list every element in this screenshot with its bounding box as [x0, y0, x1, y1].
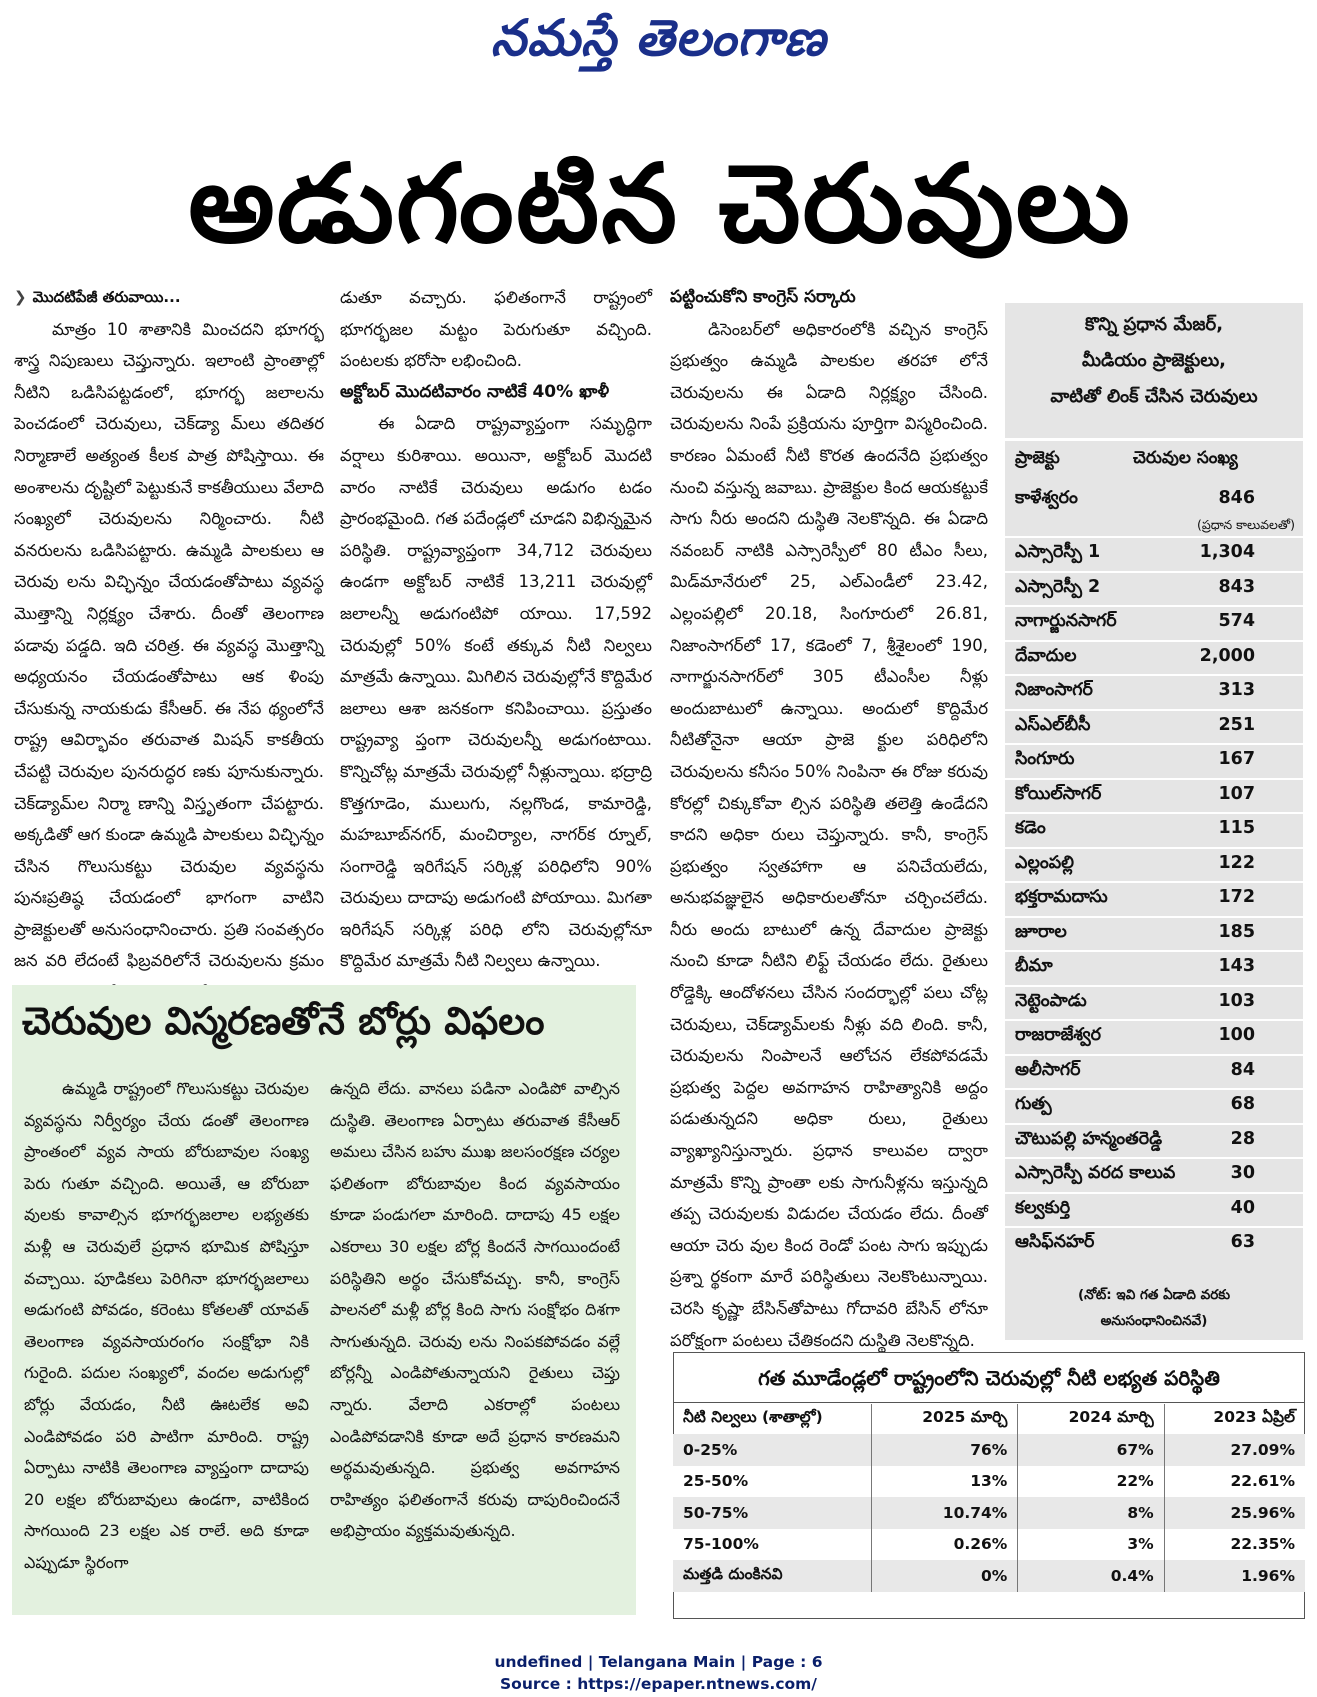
- projects-table-row: [1005, 986, 1303, 1021]
- project-name: నాగార్జునసాగర్: [1015, 611, 1117, 631]
- tank-count: 68: [1230, 1094, 1255, 1114]
- project-name: బీమా: [1015, 956, 1053, 976]
- tank-count: 2,000: [1199, 645, 1255, 666]
- projects-table-row: [1005, 779, 1303, 814]
- projects-table-row: [1005, 848, 1303, 883]
- table-cell: 67%: [1018, 1434, 1164, 1466]
- tank-count: 122: [1218, 852, 1255, 873]
- project-name: సింగూరు: [1015, 749, 1075, 769]
- projects-table-row: [1005, 1158, 1303, 1193]
- column-header: 2024 మార్చి: [1018, 1404, 1164, 1434]
- masthead-logo: నమస్తే తెలంగాణ: [490, 8, 827, 67]
- projects-table-row: [1005, 572, 1303, 607]
- tank-count: 846: [1218, 488, 1255, 508]
- column-header: 2025 మార్చి: [872, 1404, 1018, 1434]
- projects-table-row: [1005, 641, 1303, 676]
- table-cell: 22.35%: [1164, 1529, 1305, 1561]
- project-name: ఎస్సారెస్పీ వరద కాలువ: [1015, 1163, 1176, 1183]
- divider: [673, 1402, 1305, 1403]
- chevron-right-icon: ❯: [14, 288, 27, 306]
- table-cell: 22.61%: [1164, 1466, 1305, 1498]
- project-subnote: (ప్రధాన కాలువలతో): [1197, 517, 1295, 532]
- sidebar-story-column-1: [24, 1073, 309, 1579]
- column-header: నీటి నిల్వలు (శాతాల్లో): [683, 1408, 823, 1426]
- project-name: ఎస్సారెస్పీ 2: [1015, 576, 1101, 597]
- projects-table-title-line: వాటితో లింక్ చేసిన చెరువులు: [1050, 386, 1258, 407]
- note-line: అనుసంధానించినవే): [1100, 1313, 1208, 1329]
- table-row: [673, 1497, 1305, 1529]
- table-cell: 75-100%: [673, 1529, 872, 1561]
- article-text: మాత్రం 10 శాతానికి మించదని భూగర్భ శాస్త్ర నిపుణులు చెప్తున్నారు. ఇలాంటి ప్రాంతాల్లో నీటిని ఒడిసిపట్టడంలో, భూగర్భ జలాలను పెంచడంలో చెరువులు, చెక్‌డ్యా మ్‌లు తదితర నిర్మాణాలే అత్యంత కీలక పాత్ర పోషిస్తాయి. ఈ అంశాలను దృష్టిలో పెట్టుకునే కాకతీయులు వేలాది సంఖ్యలో చెరువులను నిర్మించారు. నీటి వనరులను ఒడిసిపట్టారు. ఉమ్మడి పాలకులు ఆ చెరువు లను విచ్ఛిన్నం చేయడంతోపాటు వ్యవస్థ మొత్తాన్ని నిర్లక్ష్యం చేశారు. దీంతో తెలంగాణ పడావు పడ్డది. ఇది చరిత్ర. ఈ వ్యవస్థ మొత్తాన్ని అధ్యయనం చేయడంతోపాటు ఆక ళింపు చేసుకున్న నాయకుడు కేసీఆర్. ఈ నేప థ్యంలోనే రాష్ట్ర ఆవిర్భావం తరువాత మిషన్ కాకతీయ చేపట్టి చెరువుల పునరుద్ధర ణకు పూనుకున్నారు. చెక్‌డ్యామ్‌ల నిర్మా ణాన్ని విస్తృతంగా చేపట్టారు. అక్కడితో ఆగ కుండా ఉమ్మడి పాలకులు విచ్ఛిన్నం చేసిన గొలుసుకట్టు చెరువుల వ్యవస్థను పునఃప్రతిష్ఠ చేయడంలో భాగంగా వాటిని ప్రాజెక్టులతో అనుసంధానించారు. ప్రతి సంవత్సరం జన వరి లేదంటే ఫిబ్రవరిలోనే చెరువులను క్రమం: [14, 319, 324, 971]
- article-text: ఉమ్మడి రాష్ట్రంలో గొలుసుకట్టు చెరువుల వ్యవస్థను నిర్వీర్యం చేయ డంతో తెలంగాణ ప్రాంతంలో వ్యవ సాయ బోరుబావుల సంఖ్య పెరు గుతూ వచ్చింది. అయితే, ఆ బోరుబా వులకు కావాల్సిన భూగర్భజలాల లభ్యతకు మళ్లీ ఆ చెరువులే ప్రధాన భూమిక పోషిస్తూ వచ్చాయి. పూడికలు పెరిగినా భూగర్భజలాలు అడుగంటి పోవడం, కరెంటు కోతలతో యావత్ తెలంగాణ వ్యవసాయరంగం సంక్షోభా నికి గురైంది. పదుల సంఖ్యలో, వందల అడుగుల్లో బోర్లు వేయడం, నీటి ఊటలేక అవి ఎండిపోవడం పరి పాటిగా మారింది. రాష్ట్ర ఏర్పాటు నాటికి తెలంగాణ వ్యాప్తంగా దాదాపు 20 లక్షల బోరుబావులు ఉండగా, వాటికింద సాగయింది 23 లక్షల ఎక రాలే. అది కూడా ఎప్పుడూ స్థిరంగా: [24, 1079, 309, 1572]
- project-name: ఆసిఫ్‌నహర్: [1015, 1232, 1095, 1252]
- table-cell: 0.4%: [1018, 1560, 1164, 1592]
- project-name: చౌటుపల్లి హన్మంతరెడ్డి: [1015, 1128, 1163, 1149]
- article-column-2: [340, 282, 652, 977]
- note-line: (నోట్: ఇవి గత ఏడాది వరకు: [1078, 1287, 1230, 1303]
- projects-table-row: [1005, 1055, 1303, 1090]
- tank-count: 574: [1218, 611, 1255, 631]
- projects-table-row: [1005, 483, 1303, 532]
- table-cell: 0%: [872, 1560, 1018, 1592]
- project-name: రాజరాజేశ్వర: [1015, 1025, 1101, 1045]
- column-header-count: చెరువుల సంఖ్య: [1133, 448, 1238, 468]
- main-headline: అడుగంటిన చెరువులు: [188, 142, 1132, 267]
- projects-table-row: [1005, 1227, 1303, 1262]
- table-cell: 50-75%: [673, 1497, 872, 1529]
- table-cell: 10.74%: [872, 1497, 1018, 1529]
- projects-table-row: [1005, 882, 1303, 917]
- table-cell: 76%: [872, 1434, 1018, 1466]
- projects-table-row: [1005, 1020, 1303, 1055]
- tank-count: 1,304: [1199, 542, 1255, 562]
- continued-text: మొదటిపేజీ తరువాయి...: [32, 288, 181, 306]
- sidebar-story-column-2: [330, 1073, 620, 1547]
- table-cell: 8%: [1018, 1497, 1164, 1529]
- projects-table-title-line: కొన్ని ప్రధాన మేజర్,: [1084, 314, 1224, 335]
- projects-table-row: [1005, 1124, 1303, 1159]
- availability-table-title: గత మూడేండ్లలో రాష్ట్రంలోని చెరువుల్లో నీటి లభ్యత పరిస్థితి: [758, 1366, 1220, 1390]
- section-subhead: పట్టించుకోని కాంగ్రెస్ సర్కారు: [670, 287, 856, 307]
- project-name: కడెం: [1015, 818, 1046, 838]
- projects-table-row: [1005, 675, 1303, 710]
- table-row: [673, 1560, 1305, 1592]
- availability-table: [673, 1404, 1305, 1592]
- table-cell: మత్తడి దుంకినవి: [673, 1560, 872, 1592]
- project-name: అలీసాగర్: [1015, 1059, 1081, 1080]
- projects-table-row: [1005, 951, 1303, 986]
- projects-table-title: [1005, 307, 1303, 415]
- projects-table-row: [1005, 1193, 1303, 1228]
- tank-count: 28: [1230, 1128, 1255, 1149]
- table-cell: 0.26%: [872, 1529, 1018, 1561]
- projects-table-title-line: మీడియం ప్రాజెక్టులు,: [1081, 350, 1227, 371]
- project-name: కల్వకుర్తి: [1015, 1197, 1071, 1218]
- table-cell: 27.09%: [1164, 1434, 1305, 1466]
- table-header-row: [673, 1404, 1305, 1434]
- table-row: [673, 1434, 1305, 1466]
- tank-count: 107: [1218, 783, 1255, 804]
- table-cell: 3%: [1018, 1529, 1164, 1561]
- tank-count: 40: [1230, 1197, 1255, 1218]
- projects-table-row: [1005, 710, 1303, 745]
- table-cell: 22%: [1018, 1466, 1164, 1498]
- footer-source-link[interactable]: Source : https://epaper.ntnews.com/: [500, 1675, 817, 1693]
- project-name: ఎల్లంపల్లి: [1015, 852, 1074, 873]
- tank-count: 143: [1218, 956, 1255, 976]
- tank-count: 167: [1218, 749, 1255, 769]
- article-text: డుతూ వచ్చారు. ఫలితంగానే రాష్ట్రంలో భూగర్భజల మట్టం పెరుగుతూ వచ్చింది. పంటలకు భరోసా లభించింది.: [340, 288, 652, 371]
- tank-count: 313: [1218, 680, 1255, 700]
- table-row: [673, 1466, 1305, 1498]
- tank-count: 30: [1230, 1163, 1255, 1183]
- project-name: గుత్ప: [1015, 1094, 1052, 1114]
- table-row: [673, 1529, 1305, 1561]
- tank-count: 185: [1218, 921, 1255, 942]
- article-text: ఈ ఏడాది రాష్ట్రవ్యాప్తంగా సమృద్ధిగా వర్షాలు కురిశాయి. అయినా, అక్టోబర్ మొదటి వారం నాటికే చెరువులు అడుగం టడం ప్రారంభమైంది. గత పదేండ్లలో చూడని విభిన్నమైన పరిస్థితి. రాష్ట్రవ్యాప్తంగా 34,712 చెరువులు ఉండగా అక్టోబర్ నాటికే 13,211 చెరువుల్లో జలాలన్నీ అడుగంటిపో యాయి. 17,592 చెరువుల్లో 50% కంటే తక్కువ నీటి నిల్వలు మాత్రమే ఉన్నాయి. మిగిలిన చెరువుల్లోనే కొద్దిమేర జలాలు ఆశా జనకంగా కనిపించాయి. ప్రస్తుతం రాష్ట్రవ్యా ప్తంగా చెరువులన్నీ అడుగంటాయి. కొన్నిచోట్ల మాత్రమే చెరువుల్లో నీళ్లున్నాయి. భద్రాద్రి కొత్తగూడెం, ములుగు, నల్లగొండ, కామారెడ్డి, మహబూబ్‌నగర్, మంచిర్యాల, నాగర్‌క ర్నూల్, సంగారెడ్డి ఇరిగేషన్ సర్కిళ్ల పరిధిలోని 90% చెరువులు దాదాపు అడుగంటి పోయాయి. మిగతా ఇరిగేషన్ సర్కిళ్ల పరిధి లోని చెరువుల్లోనూ కొద్దిమేర మాత్రమే నీటి నిల్వలు ఉన్నాయి.: [340, 414, 652, 971]
- table-cell: 13%: [872, 1466, 1018, 1498]
- project-name: భక్తరామదాసు: [1015, 887, 1108, 907]
- project-name: కాళేశ్వరం: [1015, 488, 1078, 508]
- table-cell: 1.96%: [1164, 1560, 1305, 1592]
- tank-count: 115: [1218, 818, 1255, 838]
- tank-count: 251: [1218, 714, 1255, 735]
- sidebar-story-title: చెరువుల విస్మరణతోనే బోర్లు విఫలం: [22, 999, 545, 1043]
- table-cell: 0-25%: [673, 1434, 872, 1466]
- projects-table-row: [1005, 813, 1303, 848]
- column-header: 2023 ఏప్రిల్: [1164, 1404, 1305, 1434]
- project-name: నిజాంసాగర్: [1015, 680, 1093, 700]
- tank-count: 172: [1218, 887, 1255, 907]
- tank-count: 100: [1218, 1025, 1255, 1045]
- divider: [1005, 438, 1303, 441]
- project-name: జూరాల: [1015, 921, 1067, 942]
- project-name: కోయిల్‌సాగర్: [1015, 783, 1102, 804]
- tank-count: 63: [1230, 1232, 1255, 1252]
- article-column-1: [14, 282, 324, 1009]
- project-name: దేవాదుల: [1015, 645, 1077, 666]
- section-subhead: అక్టోబర్ మొదటివారం నాటికే 40% ఖాళీ: [340, 381, 610, 402]
- project-name: ఎస్సారెస్పీ 1: [1015, 542, 1101, 562]
- article-column-3: [670, 282, 988, 1356]
- projects-table-row: [1005, 606, 1303, 641]
- continued-from-label: [14, 282, 324, 314]
- tank-count: 843: [1218, 576, 1255, 597]
- projects-table-row: [1005, 744, 1303, 779]
- project-name: ఎస్‌ఎల్‌బీసీ: [1015, 714, 1091, 735]
- article-text: డిసెంబర్‌లో అధికారంలోకి వచ్చిన కాంగ్రెస్ ప్రభుత్వం ఉమ్మడి పాలకుల తరహా లోనే చెరువులను ఈ ఏడాది నిర్లక్ష్యం చేసింది. చెరువులను నింపే ప్రక్రియను పూర్తిగా విస్మరించింది. కారణం ఏమంటే నీటి కొరత ఉందనేది ప్రభుత్వం నుంచి వస్తున్న జవాబు. ప్రాజెక్టుల కింద ఆయకట్టుకే సాగు నీరు అందని దుస్థితి నెలకొన్నది. ఈ ఏడాది నవంబర్ నాటికి ఎస్సారెస్పీలో 80 టీఎం సీలు, మిడ్‌మానేరులో 25, ఎల్‌ఎండీలో 23.42, ఎల్లంపల్లిలో 20.18, సింగూరులో 26.81, నిజాంసాగర్‌లో 17, కడెంలో 7, శ్రీశైలంలో 190, నాగార్జునసాగర్‌లో 305 టీఎంసీల నీళ్లు అందుబాటులో ఉన్నాయి. అందులో కొద్దిమేర నీటితోనైనా ఆయా ప్రాజె క్టుల పరిధిలోని చెరువులను కనీసం 50% నింపినా ఈ రోజు కరువు కోరల్లో చిక్కుకోవా ల్సిన పరిస్థితి తలెత్తి ఉండేదని కాదని అధికా రులు చెప్తున్నారు. కానీ, కాంగ్రెస్ ప్రభుత్వం స్వతహాగా ఆ పనిచేయలేదు, అనుభవజ్ఞులైన అధికారులతోనూ చర్చించలేదు. నీరు అందు బాటులో ఉన్న దేవాదుల ప్రాజెక్టు నుంచి కూడా నీటిని లిఫ్ట్ చేయడం లేదు. రైతులు రోడ్డెక్కి ఆందోళనలు చేసిన సందర్భాల్లో పలు చోట్ల చెరువులు, చెక్‌డ్యామ్‌లకు నీళ్లు వది లింది. కానీ, చెరువులను నింపాలనే ఆలోచన లేకపోవడమే ప్రభుత్వ పెద్దల అవగాహన రాహిత్యానికి అద్దం పడుతున్నదని అధికా రులు, రైతులు వ్యాఖ్యానిస్తున్నారు. ప్రధాన కాలువల ద్వారా మాత్రమే కొన్ని ప్రాంతా లకు సాగునీళ్లను ఇస్తున్నది తప్ప చెరువులకు విడుదల చేయడం లేదు. దీంతో ఆయా చెరు వుల కింద రెండో పంట సాగు ఇప్పుడు ప్రశ్నా ర్థకంగా మారే పరిస్థితులు నెలకొంటున్నాయి. చెరసి కృష్ణా బేసిన్‌తోపాటు గోదావరి బేసిన్ లోనూ పరోక్షంగా పంటలు చేతికందని దుస్థితి నెలకొన్నది.: [670, 319, 988, 1350]
- footer-page-info: undefined | Telangana Main | Page : 6: [494, 1653, 823, 1671]
- tank-count: 84: [1230, 1059, 1255, 1080]
- projects-table-row: [1005, 537, 1303, 572]
- column-header-project: ప్రాజెక్టు: [1015, 448, 1060, 468]
- tank-count: 103: [1218, 990, 1255, 1011]
- projects-table-note: [1005, 1282, 1303, 1334]
- projects-table-row: [1005, 1089, 1303, 1124]
- project-name: నెట్టెంపాడు: [1015, 990, 1087, 1011]
- article-text: ఉన్నది లేదు. వానలు పడినా ఎండిపో వాల్సిన దుస్థితి. తెలంగాణ ఏర్పాటు తరువాత కేసీఆర్ అమలు చేసిన బహు ముఖ జలసంరక్షణ చర్యల ఫలితంగా బోరుబావుల కింద వ్యవసాయం కూడా పండుగలా మారింది. దాదాపు 45 లక్షల ఎకరాలు 30 లక్షల బోర్ల కిందనే సాగయిందంటే పరిస్థితిని అర్థం చేసుకోవచ్చు. కానీ, కాంగ్రెస్ పాలనలో మళ్లీ బోర్ల కింది సాగు సంక్షోభం దిశగా సాగుతున్నది. చెరువు లను నింపకపోవడం వల్లే బోర్లన్నీ ఎండిపోతున్నాయని రైతులు చెప్తు న్నారు. వేలాది ఎకరాల్లో పంటలు ఎండిపోవడానికి కూడా అదే ప్రధాన కారణమని అర్థమవుతున్నది. ప్రభుత్వ అవగాహన రాహిత్యం ఫలితంగానే కరువు దాపురించిందనే అభిప్రాయం వ్యక్తమవుతున్నది.: [330, 1079, 620, 1541]
- table-cell: 25.96%: [1164, 1497, 1305, 1529]
- table-cell: 25-50%: [673, 1466, 872, 1498]
- projects-table-row: [1005, 917, 1303, 952]
